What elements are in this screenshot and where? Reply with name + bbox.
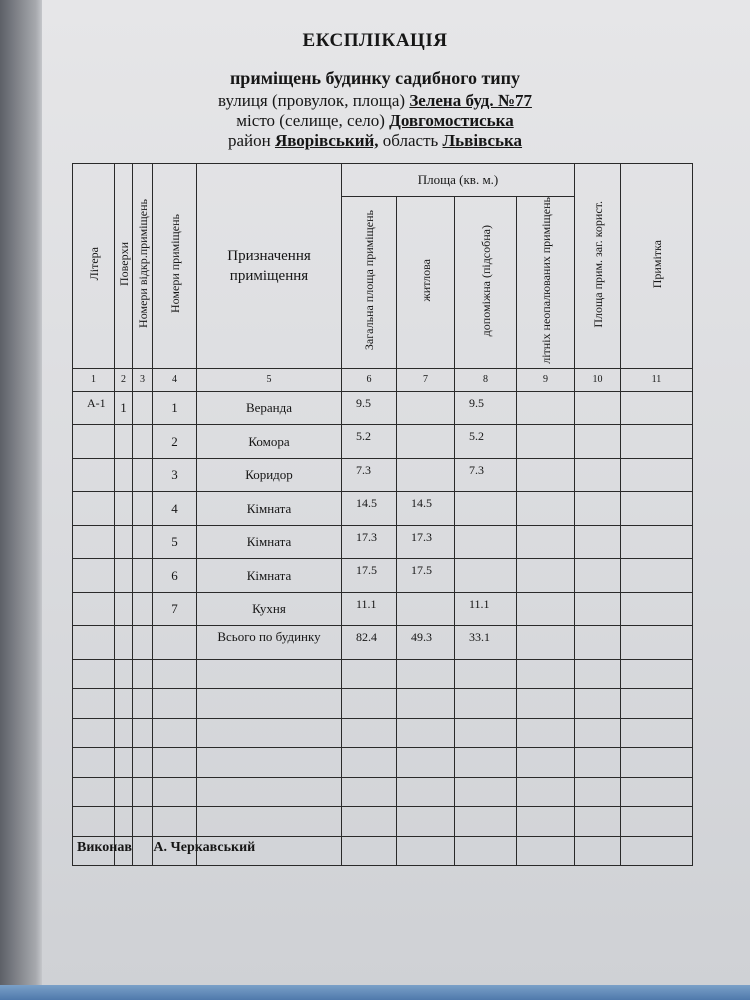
cell-nomer: 3 — [153, 458, 197, 492]
cell-empty — [621, 807, 693, 837]
cell-empty — [575, 807, 621, 837]
table-body — [73, 164, 693, 866]
cell-room-name: Коридор — [197, 458, 342, 492]
total-label: Всього по будинку — [197, 626, 342, 660]
cell-empty — [133, 748, 153, 778]
region-label: область — [382, 131, 439, 150]
cell-empty — [342, 748, 397, 778]
col-number: 8 — [455, 368, 517, 391]
cell-empty — [621, 748, 693, 778]
cell-empty — [455, 807, 517, 837]
district-line — [0, 131, 750, 151]
cell-empty — [342, 836, 397, 866]
cell-litnikh — [517, 492, 575, 526]
col-header-dopomizhna: допоміжна (підсобна) — [455, 197, 517, 369]
cell-empty — [73, 777, 115, 807]
cell-dopomizhna — [455, 559, 517, 593]
cell-zhytlova: 17.5 — [397, 559, 455, 593]
cell-litera — [73, 492, 115, 526]
empty-row — [73, 689, 693, 719]
col-number: 4 — [153, 368, 197, 391]
cell-nomer: 7 — [153, 592, 197, 626]
header-row — [73, 164, 693, 197]
cell-vidkr — [133, 525, 153, 559]
cell-empty — [517, 807, 575, 837]
cell-empty — [517, 748, 575, 778]
table-row — [73, 492, 693, 526]
cell-poverkh — [115, 592, 133, 626]
city-label: місто (селище, село) — [236, 111, 385, 130]
cell-empty — [153, 626, 197, 660]
col-header-ploshcha-prym: Площа прим. заг. корист. — [575, 164, 621, 369]
col-header-pryznachennia: Призначення приміщення — [197, 164, 342, 369]
cell-dopomizhna: 5.2 — [455, 425, 517, 459]
cell-empty — [197, 659, 342, 689]
cell-litnikh — [517, 592, 575, 626]
district-label: район — [227, 131, 271, 150]
cell-empty — [397, 836, 455, 866]
cell-empty — [621, 718, 693, 748]
col-number: 10 — [575, 368, 621, 391]
cell-prymitka — [621, 391, 693, 425]
explication-table — [72, 163, 693, 866]
cell-dopomizhna — [455, 525, 517, 559]
cell-empty — [115, 689, 133, 719]
cell-prymitka — [621, 592, 693, 626]
performer-name: А. Черкавський — [153, 840, 256, 855]
cell-empty — [342, 718, 397, 748]
cell-empty — [517, 836, 575, 866]
cell-empty — [115, 718, 133, 748]
col-number: 1 — [73, 368, 115, 391]
cell-vidkr — [133, 492, 153, 526]
empty-row — [73, 777, 693, 807]
cell-empty — [517, 626, 575, 660]
cell-empty — [517, 777, 575, 807]
desk-surface — [0, 985, 750, 1000]
table-row — [73, 525, 693, 559]
cell-empty — [455, 836, 517, 866]
cell-empty — [575, 718, 621, 748]
cell-empty — [115, 626, 133, 660]
col-header-litnikh: літніх неопалюваних приміщень — [517, 197, 575, 369]
col-number: 6 — [342, 368, 397, 391]
cell-empty — [575, 626, 621, 660]
cell-litnikh — [517, 559, 575, 593]
cell-poverkh — [115, 458, 133, 492]
cell-empty — [621, 659, 693, 689]
col-header-ploshcha: Площа (кв. м.) — [342, 164, 575, 197]
performed-label: Виконав — [77, 840, 132, 855]
cell-zahalna: 17.3 — [342, 525, 397, 559]
cell-zag — [575, 425, 621, 459]
cell-prymitka — [621, 458, 693, 492]
cell-nomer: 2 — [153, 425, 197, 459]
cell-empty — [153, 748, 197, 778]
col-number: 11 — [621, 368, 693, 391]
district-value: Яворівський, — [274, 131, 379, 150]
cell-zhytlova — [397, 425, 455, 459]
col-header-prymitka: Примітка — [621, 164, 693, 369]
cell-vidkr — [133, 559, 153, 593]
cell-empty — [197, 689, 342, 719]
cell-prymitka — [621, 492, 693, 526]
cell-empty — [621, 777, 693, 807]
cell-prymitka — [621, 525, 693, 559]
cell-empty — [397, 718, 455, 748]
cell-zag — [575, 525, 621, 559]
cell-room-name: Веранда — [197, 391, 342, 425]
cell-empty — [115, 777, 133, 807]
total-zhytlova: 49.3 — [397, 626, 455, 660]
cell-room-name: Кухня — [197, 592, 342, 626]
cell-empty — [73, 807, 115, 837]
total-zahalna: 82.4 — [342, 626, 397, 660]
cell-empty — [115, 748, 133, 778]
cell-poverkh: 1 — [115, 391, 133, 425]
cell-zhytlova — [397, 592, 455, 626]
cell-empty — [115, 659, 133, 689]
cell-vidkr — [133, 425, 153, 459]
cell-litera — [73, 458, 115, 492]
cell-vidkr — [133, 391, 153, 425]
cell-empty — [517, 718, 575, 748]
cell-litera — [73, 559, 115, 593]
street-value: Зелена буд. №77 — [409, 91, 532, 110]
cell-litnikh — [517, 525, 575, 559]
col-header-zahalna: Загальна площа приміщень — [342, 197, 397, 369]
table-row — [73, 592, 693, 626]
cell-empty — [153, 659, 197, 689]
cell-empty — [133, 777, 153, 807]
cell-poverkh — [115, 525, 133, 559]
cell-empty — [197, 748, 342, 778]
cell-empty — [621, 626, 693, 660]
cell-empty — [153, 718, 197, 748]
cell-empty — [575, 748, 621, 778]
cell-empty — [575, 777, 621, 807]
cell-prymitka — [621, 559, 693, 593]
total-row — [73, 626, 693, 660]
cell-dopomizhna: 7.3 — [455, 458, 517, 492]
cell-empty — [517, 659, 575, 689]
cell-empty — [397, 659, 455, 689]
cell-empty — [115, 807, 133, 837]
empty-row — [73, 807, 693, 837]
document-title: ЕКСПЛІКАЦІЯ — [302, 30, 448, 51]
cell-empty — [455, 659, 517, 689]
table-row — [73, 391, 693, 425]
cell-empty — [153, 689, 197, 719]
cell-nomer: 6 — [153, 559, 197, 593]
cell-room-name: Кімната — [197, 559, 342, 593]
cell-nomer: 5 — [153, 525, 197, 559]
cell-empty — [73, 748, 115, 778]
col-number: 9 — [517, 368, 575, 391]
cell-empty — [455, 718, 517, 748]
total-dopomizhna: 33.1 — [455, 626, 517, 660]
cell-empty — [621, 689, 693, 719]
cell-litera — [73, 525, 115, 559]
col-header-nomery-prym: Номери приміщень — [153, 164, 197, 369]
cell-empty — [342, 659, 397, 689]
cell-zahalna: 5.2 — [342, 425, 397, 459]
street-line — [0, 91, 750, 111]
col-number: 3 — [133, 368, 153, 391]
cell-zag — [575, 391, 621, 425]
cell-zahalna: 17.5 — [342, 559, 397, 593]
column-number-row — [73, 368, 693, 391]
cell-zhytlova: 14.5 — [397, 492, 455, 526]
cell-empty — [73, 718, 115, 748]
cell-empty — [455, 689, 517, 719]
cell-zhytlova: 17.3 — [397, 525, 455, 559]
cell-empty — [397, 777, 455, 807]
cell-litera — [73, 592, 115, 626]
cell-zag — [575, 559, 621, 593]
cell-empty — [342, 807, 397, 837]
cell-zag — [575, 492, 621, 526]
table-row — [73, 425, 693, 459]
cell-empty — [621, 836, 693, 866]
cell-litnikh — [517, 458, 575, 492]
cell-empty — [397, 807, 455, 837]
col-header-zhytlova: житлова — [397, 197, 455, 369]
col-header-litera: Літера — [73, 164, 115, 369]
cell-zhytlova — [397, 458, 455, 492]
cell-zahalna: 7.3 — [342, 458, 397, 492]
cell-nomer: 4 — [153, 492, 197, 526]
cell-poverkh — [115, 425, 133, 459]
cell-empty — [575, 836, 621, 866]
cell-empty — [397, 689, 455, 719]
cell-empty — [133, 807, 153, 837]
cell-empty — [342, 689, 397, 719]
cell-zhytlova — [397, 391, 455, 425]
cell-prymitka — [621, 425, 693, 459]
cell-zahalna: 11.1 — [342, 592, 397, 626]
cell-empty — [133, 689, 153, 719]
cell-vidkr — [133, 592, 153, 626]
cell-empty — [73, 659, 115, 689]
cell-litnikh — [517, 391, 575, 425]
cell-empty — [575, 689, 621, 719]
col-header-nomery-vidkr: Номери відкр.приміщень — [133, 164, 153, 369]
cell-litnikh — [517, 425, 575, 459]
cell-empty — [517, 689, 575, 719]
cell-poverkh — [115, 559, 133, 593]
empty-row — [73, 718, 693, 748]
empty-row — [73, 659, 693, 689]
cell-empty — [197, 777, 342, 807]
city-line — [0, 111, 750, 131]
street-label: вулиця (провулок, площа) — [218, 91, 406, 110]
cell-dopomizhna — [455, 492, 517, 526]
cell-empty — [153, 777, 197, 807]
col-number: 2 — [115, 368, 133, 391]
cell-empty — [397, 748, 455, 778]
cell-litera — [73, 425, 115, 459]
cell-nomer: 1 — [153, 391, 197, 425]
cell-empty — [197, 718, 342, 748]
cell-empty — [455, 777, 517, 807]
col-number: 5 — [197, 368, 342, 391]
col-number: 7 — [397, 368, 455, 391]
cell-dopomizhna: 11.1 — [455, 592, 517, 626]
cell-dopomizhna: 9.5 — [455, 391, 517, 425]
cell-empty — [342, 777, 397, 807]
cell-empty — [73, 626, 115, 660]
cell-empty — [575, 659, 621, 689]
cell-zag — [575, 458, 621, 492]
table-row — [73, 559, 693, 593]
cell-empty — [455, 748, 517, 778]
cell-empty — [133, 659, 153, 689]
empty-row — [73, 748, 693, 778]
cell-litera: А-1 — [73, 391, 115, 425]
cell-empty — [133, 718, 153, 748]
cell-zahalna: 9.5 — [342, 391, 397, 425]
col-header-poverkhy: Поверхи — [115, 164, 133, 369]
cell-zag — [575, 592, 621, 626]
cell-room-name: Кімната — [197, 525, 342, 559]
table-row — [73, 458, 693, 492]
cell-empty — [153, 807, 197, 837]
cell-zahalna: 14.5 — [342, 492, 397, 526]
cell-empty — [133, 626, 153, 660]
document-subtitle: приміщень будинку садибного типу — [229, 68, 521, 88]
city-value: Довгомостиська — [389, 111, 514, 130]
cell-empty — [73, 689, 115, 719]
signature-line — [77, 840, 273, 856]
cell-room-name: Кімната — [197, 492, 342, 526]
cell-empty — [197, 807, 342, 837]
cell-poverkh — [115, 492, 133, 526]
cell-vidkr — [133, 458, 153, 492]
cell-room-name: Комора — [197, 425, 342, 459]
region-value: Львівська — [442, 131, 523, 150]
